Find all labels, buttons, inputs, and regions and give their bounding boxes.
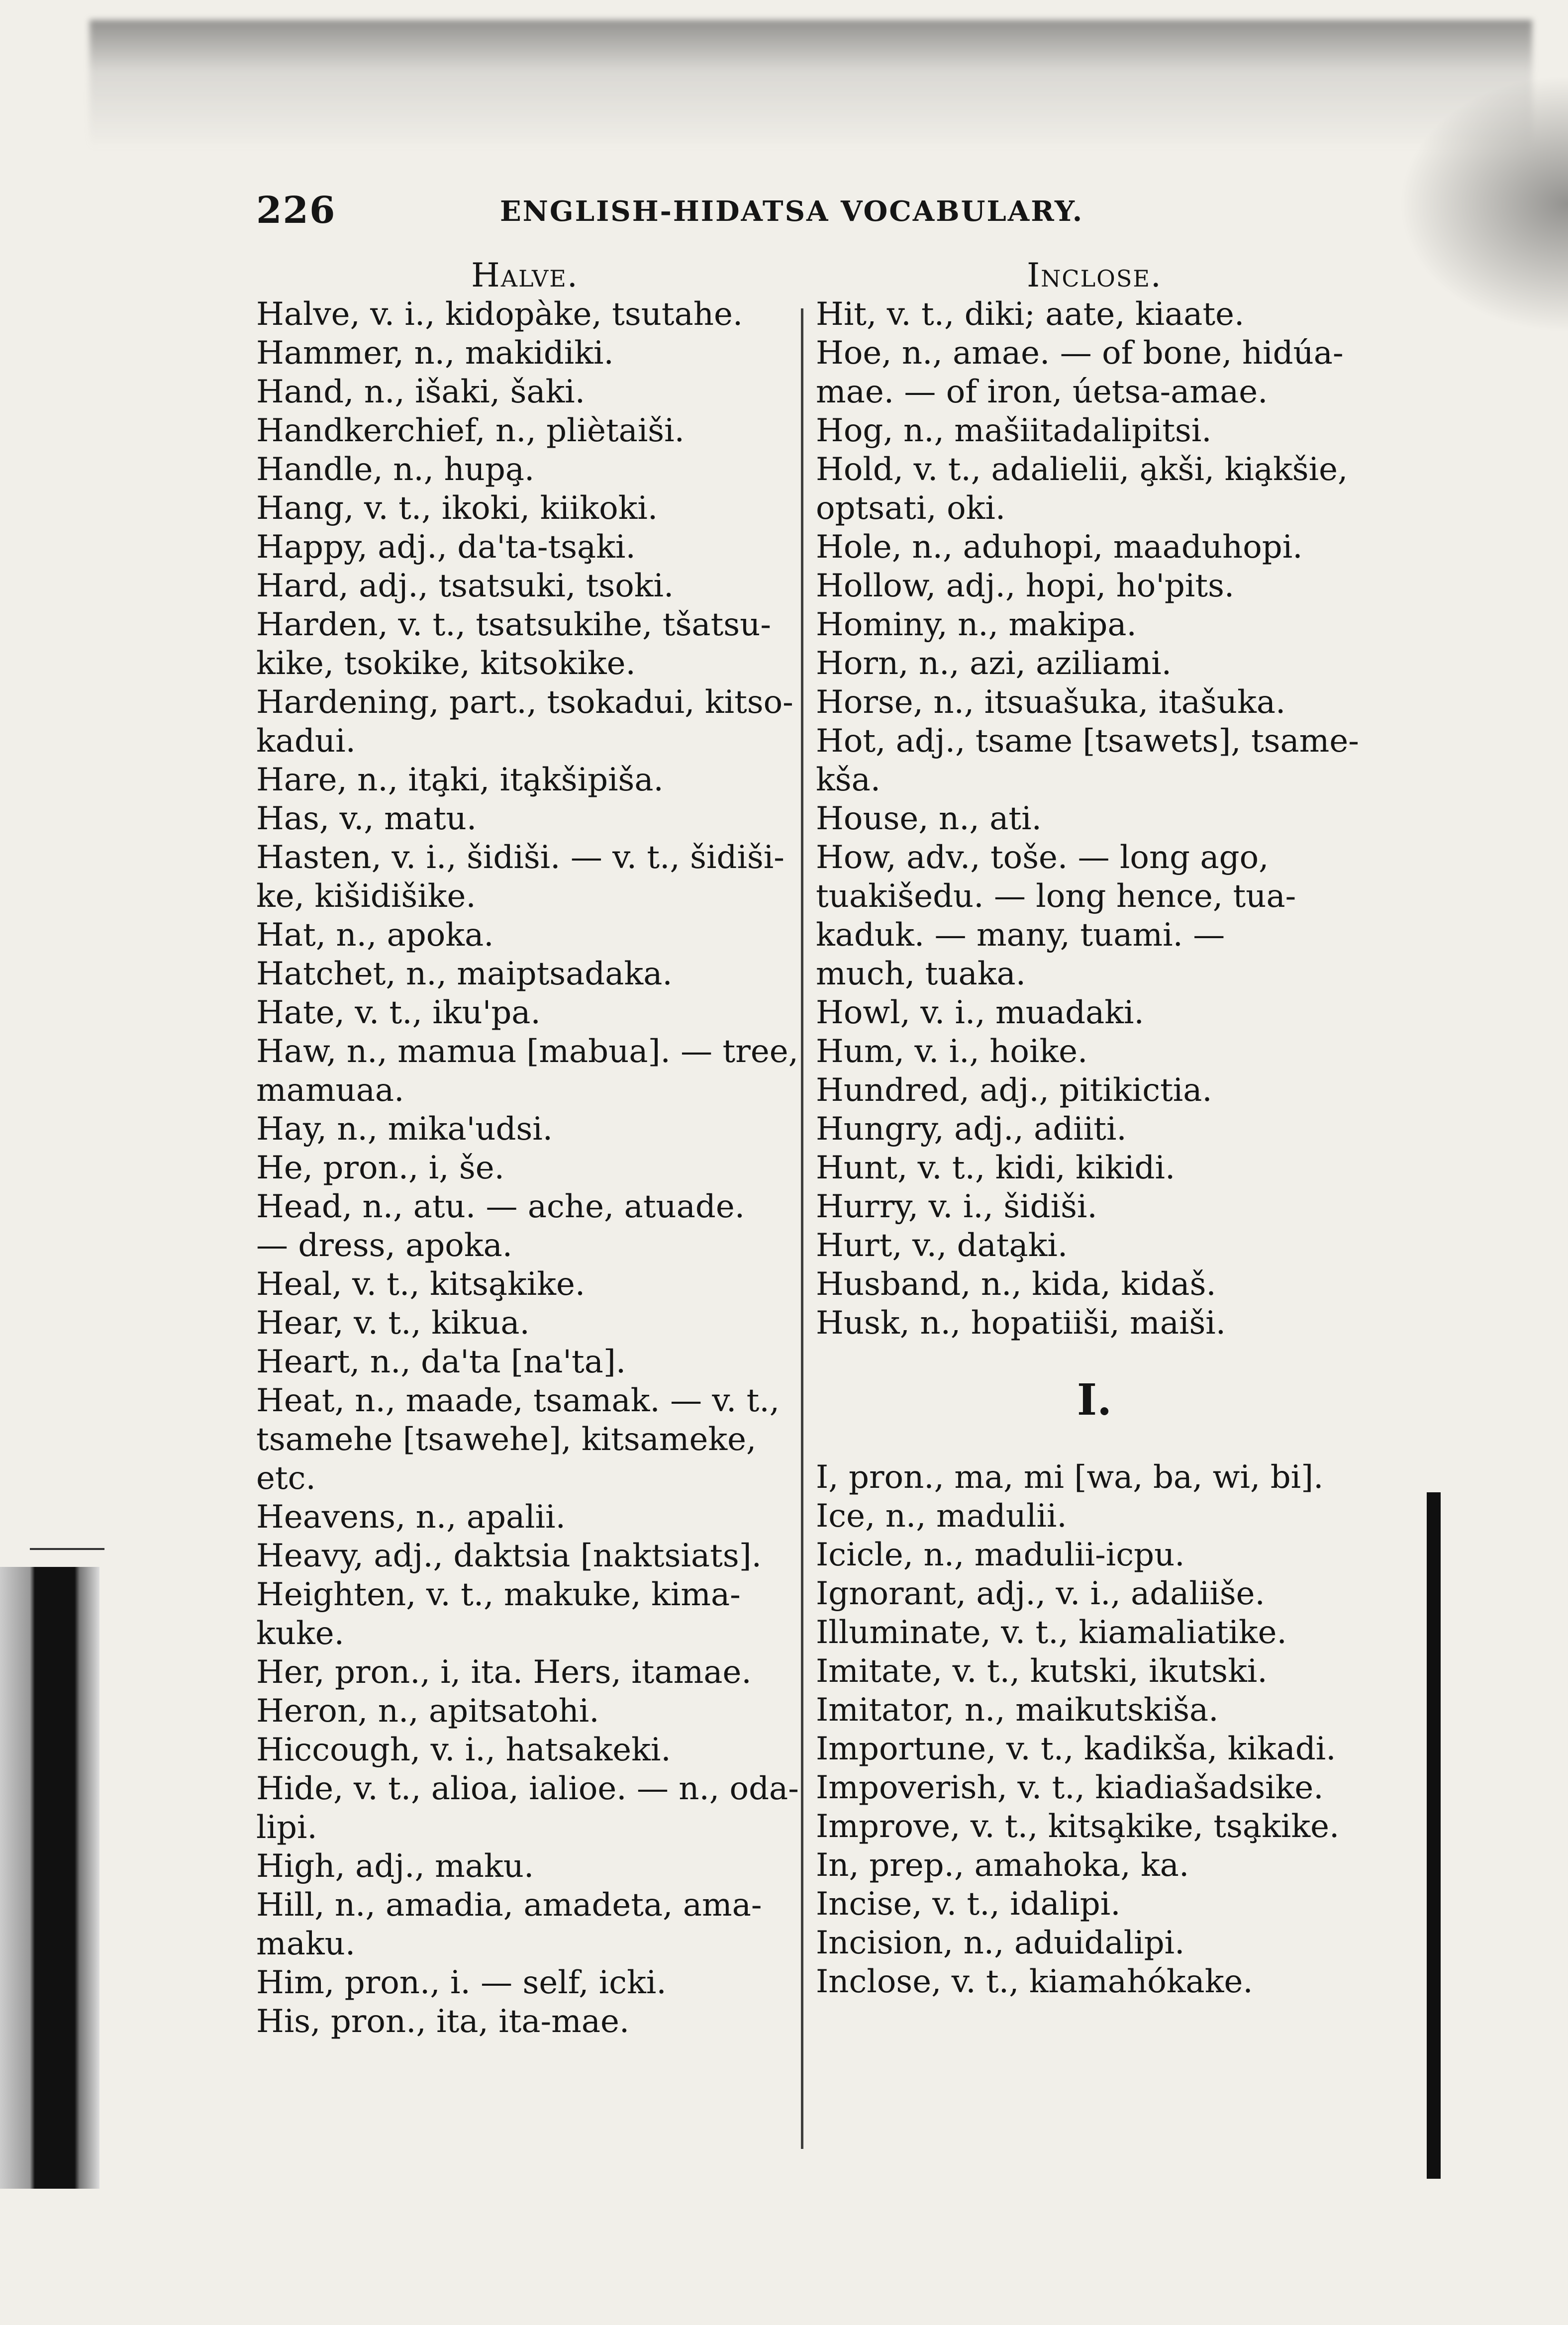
entry-list-h [816,295,1373,1343]
dictionary-line: Illuminate, v. t., kiamaliatike. [816,1614,1287,1651]
dictionary-line: Horn, n., azi, aziliami. [816,645,1172,682]
page-header [256,189,1430,244]
dictionary-line: Imitator, n., maikutskiša. [816,1692,1219,1729]
dictionary-line: Heart, n., da'ta [na'ta]. [256,1344,626,1380]
dictionary-line: Icicle, n., madulii-icpu. [816,1537,1185,1573]
dictionary-line: Ignorant, adj., v. i., adaliiše. [816,1575,1265,1612]
page-number: 226 [256,189,336,232]
dictionary-line: Hiccough, v. i., hatsakeki. [256,1732,671,1768]
dictionary-line: Heat, n., maade, tsamak. — v. t., [256,1382,780,1419]
dictionary-line: Incise, v. t., idalipi. [816,1886,1121,1923]
dictionary-line: mamuaa. [256,1072,404,1109]
guide-word: Inclose. [1027,256,1162,294]
dictionary-line: ke, kišidišike. [256,878,476,915]
dictionary-line: Hundred, adj., pitikictia. [816,1072,1212,1109]
dictionary-line: Hit, v. t., diki; aate, kiaate. [816,296,1245,333]
margin-rule [30,1548,104,1550]
dictionary-line: House, n., ati. [816,800,1042,837]
dictionary-line: Hold, v. t., adalielii, a̧kši, kia̧kšie, [816,451,1348,488]
dictionary-line: mae. — of iron, úetsa-amae. [816,374,1268,410]
dictionary-line: Hunt, v. t., kidi, kikidi. [816,1150,1176,1186]
running-title: ENGLISH-HIDATSA VOCABULARY. [500,195,1084,228]
dictionary-line: Hill, n., amadia, amadeta, ama- [256,1887,762,1924]
dictionary-line: maku. [256,1926,356,1962]
dictionary-line: Haw, n., mamua [mabua]. — tree, [256,1033,798,1070]
dictionary-line: Howl, v. i., muadaki. [816,994,1144,1031]
dictionary-line: Hatchet, n., maiptsadaka. [256,956,673,992]
dictionary-line: Inclose, v. t., kiamahókake. [816,1963,1253,2000]
dictionary-line: Halve, v. i., kidopàke, tsutahe. [256,296,743,333]
dictionary-line: optsati, oki. [816,490,1006,527]
dictionary-line: Has, v., matu. [256,800,477,837]
dictionary-line: Hide, v. t., alioa, ialioe. — n., oda- [256,1770,799,1807]
dictionary-line: Hardening, part., tsokadui, kitso- [256,684,793,721]
dictionary-line: Hasten, v. i., šidiši. — v. t., šidiši- [256,839,784,876]
dictionary-line: Hot, adj., tsame [tsawets], tsame- [816,723,1359,760]
dictionary-line: Handle, n., hupa̧. [256,451,535,488]
dictionary-line: Impoverish, v. t., kiadiašadsike. [816,1769,1324,1806]
dictionary-line: lipi. [256,1809,317,1846]
dictionary-line: Improve, v. t., kitsa̧kike, tsa̧kike. [816,1808,1340,1845]
dictionary-line: Husk, n., hopatiiši, maiši. [816,1305,1226,1342]
scan-shadow-top [90,20,1532,149]
dictionary-line: Importune, v. t., kadikša, kikadi. [816,1731,1336,1767]
section-letter: I. [1077,1375,1112,1425]
dictionary-line: Hand, n., i̇̇šaki, šaki. [256,374,586,410]
dictionary-line: Hole, n., aduhopi, maaduhopi. [816,529,1303,566]
dictionary-line: Heron, n., apitsatohi. [256,1693,599,1730]
dictionary-line: Horse, n., itsuašuka, itašuka. [816,684,1286,721]
dictionary-line: He, pron., i, še. [256,1150,504,1186]
dictionary-line: Hate, v. t., iku'pa. [256,994,541,1031]
dictionary-line: kadui. [256,723,356,760]
dictionary-line: Head, n., atu. — ache, atuade. [256,1188,745,1225]
dictionary-line: High, adj., maku. [256,1848,534,1885]
dictionary-line: Hang, v. t., ikoki, kiikoki. [256,490,658,527]
dictionary-line: Harden, v. t., tsatsukihe, tšatsu- [256,606,771,643]
dictionary-line: Incision, n., aduidalipi. [816,1925,1185,1961]
dictionary-line: Heavens, n., apalii. [256,1499,566,1536]
dictionary-line: Hammer, n., makidiki. [256,335,614,372]
dictionary-line: Hollow, adj., hopi, ho'pits. [816,568,1235,604]
left-column [256,256,799,2041]
dictionary-line: kuke. [256,1615,344,1652]
dictionary-line: Heighten, v. t., makuke, kima- [256,1576,741,1613]
dictionary-line: Hurt, v., data̧ki. [816,1227,1068,1264]
dictionary-line: Happy, adj., da'ta-tsa̧ki. [256,529,636,566]
dictionary-line: How, adv., toše. — long ago, [816,839,1269,876]
dictionary-line: Handkerchief, n., pliètaiši. [256,412,685,449]
right-column [816,256,1373,2001]
dictionary-line: I, pron., ma, mi [wa, ba, wi, bi]. [816,1459,1324,1496]
dictionary-line: Him, pron., i. — self, icki. [256,1964,667,2001]
dictionary-line: Hog, n., mašiitadalipitsi. [816,412,1212,449]
dictionary-line: tuakišedu. — long hence, tua- [816,878,1296,915]
dictionary-line: Hat, n., apoka. [256,917,494,954]
dictionary-line: Hominy, n., makipa. [816,606,1137,643]
dictionary-line: Her, pron., i, ita. Hers, itamae. [256,1654,752,1691]
dictionary-line: Heal, v. t., kitsa̧kike. [256,1266,586,1303]
dictionary-line: Hurry, v. i., šidiši. [816,1188,1097,1225]
dictionary-line: Hum, v. i., hoike. [816,1033,1088,1070]
dictionary-line: Hoe, n., amae. — of bone, hidúa- [816,335,1344,372]
dictionary-line: In, prep., amahoka, ka. [816,1847,1189,1884]
dictionary-line: Heavy, adj., daktsia [naktsiats]. [256,1538,762,1574]
dictionary-line: kaduk. — many, tuami. — [816,917,1225,954]
dictionary-line: Ice, n., madulii. [816,1498,1067,1535]
entry-list [256,295,799,2041]
dictionary-line: tsamehe [tsawehe], kitsameke, [256,1421,757,1458]
dictionary-line: Hear, v. t., kikua. [256,1305,530,1342]
dictionary-line: Hare, n., ita̧ki, ita̧kšipiša. [256,762,664,798]
dictionary-line: Hay, n., mika'udsi. [256,1111,553,1148]
dictionary-line: etc. [256,1460,316,1497]
dictionary-line: much, tuaka. [816,956,1026,992]
entry-list-i [816,1458,1373,2001]
column-divider [801,308,803,2149]
dictionary-line: His, pron., ita, ita-mae. [256,2003,630,2040]
dictionary-line: Hard, adj., tsatsuki, tsoki. [256,568,674,604]
dictionary-line: Imitate, v. t., kutski, ikutski. [816,1653,1268,1690]
dictionary-line: — dress, apoka. [256,1227,513,1264]
guide-word: Halve. [471,256,579,294]
dictionary-line: Hungry, adj., adiiti. [816,1111,1127,1148]
dictionary-line: Husband, n., kida, kidaš. [816,1266,1216,1303]
dictionary-line: kike, tsokike, kitsokike. [256,645,636,682]
scan-edge-right [1427,1492,1441,2179]
scan-edge-left [0,1567,99,2189]
dictionary-line: kša. [816,762,881,798]
